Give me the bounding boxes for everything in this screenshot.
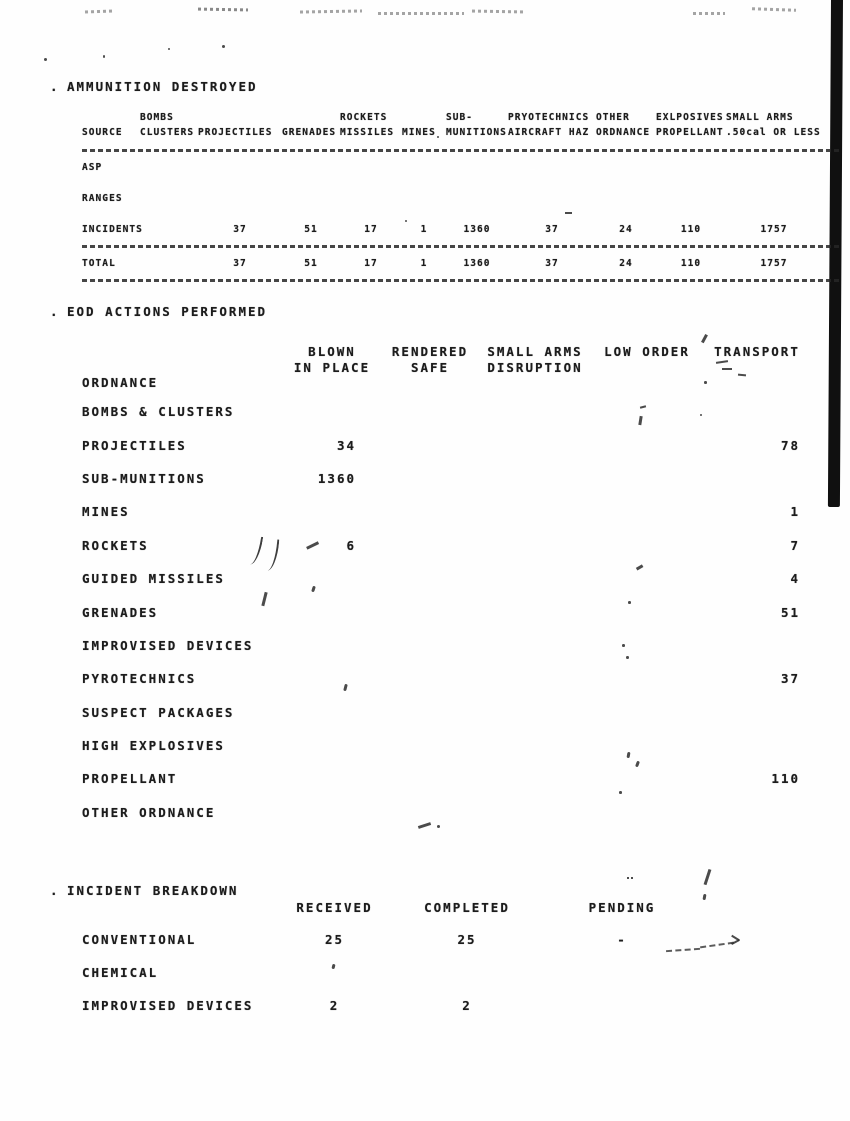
cell-value: 34 (336, 437, 356, 453)
column-header: SMALL ARMS .50cal OR LESS (726, 112, 821, 138)
scan-noise (198, 8, 248, 12)
cell-value: 1360 (317, 470, 356, 486)
dashed-rule (82, 279, 840, 282)
cell-value: 6 (346, 537, 356, 553)
row-label: PROPELLANT (82, 771, 178, 787)
cell-value: - (617, 932, 627, 947)
row-label: CONVENTIONAL (82, 932, 197, 947)
column-header: OTHER ORDNANCE (596, 112, 651, 138)
column-header: SMALL ARMS DISRUPTION (487, 344, 583, 375)
cell-value: 1 (420, 224, 428, 235)
scan-noise (752, 7, 796, 12)
table-row (82, 696, 840, 729)
cell-value: 2 (329, 998, 340, 1013)
cell-value: 51 (304, 224, 318, 235)
cell-value: 51 (304, 258, 318, 269)
row-label: ASP (82, 162, 103, 173)
scan-speck (700, 414, 702, 416)
column-header: RENDERED SAFE (391, 344, 469, 375)
cell-value: 51 (780, 604, 800, 620)
scan-speck (222, 45, 225, 48)
ammunition-table (82, 152, 840, 282)
scan-speck (44, 58, 47, 61)
row-label: GRENADES (82, 604, 159, 620)
table-row (82, 956, 750, 989)
row-label: CHEMICAL (82, 965, 159, 980)
section-ammunition-destroyed (50, 80, 840, 282)
row-label: ROCKETS (82, 537, 149, 553)
table-row (82, 428, 840, 461)
cell-value: 37 (545, 258, 559, 269)
column-header: MINES (402, 127, 436, 138)
row-label: PROJECTILES (82, 437, 187, 453)
cell-value: 37 (780, 671, 800, 687)
incident-table-header (82, 900, 750, 915)
table-row (82, 989, 750, 1022)
section-title: AMMUNITION DESTROYED (67, 79, 258, 94)
cell-value: 78 (780, 437, 800, 453)
row-label: PYROTECHNICS (82, 671, 197, 687)
column-header: EXLPOSIVES PROPELLANT (656, 112, 724, 138)
cell-value: 37 (545, 224, 559, 235)
table-row (82, 248, 840, 279)
cell-value: 1757 (760, 224, 788, 235)
cell-value: 7 (790, 537, 800, 553)
section-bullet: . (50, 883, 58, 898)
cell-value: 1757 (760, 258, 788, 269)
column-header: RECEIVED (296, 900, 373, 915)
table-row (82, 729, 840, 762)
column-header: PROJECTILES (198, 127, 273, 138)
scan-speck (626, 656, 629, 659)
spacer (82, 900, 282, 915)
cell-value: 4 (790, 571, 800, 587)
pen-mark (704, 381, 707, 384)
table-row (82, 495, 840, 528)
column-header: TRANSPORT (714, 344, 800, 359)
table-row (82, 183, 840, 214)
section-heading (50, 884, 750, 897)
table-row (82, 629, 840, 662)
cell-value: 110 (680, 224, 702, 235)
scan-noise (472, 10, 524, 14)
row-label: IMPROVISED DEVICES (82, 998, 254, 1013)
row-label: GUIDED MISSILES (82, 571, 225, 587)
table-row (82, 662, 840, 695)
cell-value: 37 (233, 258, 247, 269)
table-row (82, 762, 840, 795)
table-row (82, 214, 840, 245)
row-label: MINES (82, 504, 130, 520)
row-label: BOMBS & CLUSTERS (82, 404, 235, 420)
spacer (82, 344, 282, 375)
scan-noise (85, 10, 113, 14)
ordnance-column-label: ORDNANCE (82, 375, 159, 390)
cell-value: 25 (457, 932, 477, 947)
row-label: RANGES (82, 193, 123, 204)
table-row (82, 529, 840, 562)
column-header: BOMBS CLUSTERS (140, 112, 195, 138)
dashed-rule (82, 149, 840, 152)
cell-value: 17 (364, 258, 378, 269)
cell-value: 110 (680, 258, 702, 269)
table-row (82, 796, 840, 829)
pen-mark (722, 368, 732, 370)
cell-value: 37 (233, 224, 247, 235)
dashed-rule (82, 245, 840, 248)
incident-table (82, 923, 750, 1022)
section-heading (50, 305, 840, 318)
cell-value: 110 (771, 771, 800, 787)
pen-stroke (704, 869, 711, 885)
scan-noise (378, 12, 464, 15)
eod-table (82, 395, 840, 829)
row-label: TOTAL (82, 258, 116, 269)
scan-noise (300, 9, 362, 13)
row-label: SUB-MUNITIONS (82, 470, 206, 486)
cell-value: 17 (364, 224, 378, 235)
column-header: BLOWN IN PLACE (293, 344, 371, 375)
pen-mark (437, 825, 440, 828)
scan-speck (619, 791, 622, 794)
cell-value: 24 (619, 224, 633, 235)
scan-speck (628, 601, 631, 604)
table-row (82, 462, 840, 495)
cell-value: 1 (420, 258, 428, 269)
column-header: LOW ORDER (604, 344, 690, 359)
column-header: PENDING (588, 900, 656, 915)
ammunition-table-header (82, 110, 840, 140)
row-label: HIGH EXPLOSIVES (82, 738, 225, 754)
section-bullet: . (50, 304, 58, 319)
scan-speck (622, 644, 625, 647)
scan-speck (168, 48, 170, 50)
column-header: COMPLETED (424, 900, 510, 915)
column-header: GRENADES (282, 127, 337, 138)
cell-value: 2 (462, 998, 472, 1013)
cell-value: 1360 (463, 258, 491, 269)
section-title: INCIDENT BREAKDOWN (67, 883, 239, 898)
section-bullet: . (50, 79, 58, 94)
row-label: IMPROVISED DEVICES (82, 637, 254, 653)
cell-value: 24 (619, 258, 633, 269)
table-row (82, 562, 840, 595)
column-header: SUB- MUNITIONS (446, 112, 507, 138)
section-title: EOD ACTIONS PERFORMED (67, 304, 268, 319)
table-row (82, 923, 750, 956)
row-label: SUSPECT PACKAGES (82, 704, 235, 720)
column-header: PRYOTECHNICS AIRCRAFT HAZ (508, 112, 590, 138)
scan-speck (103, 55, 105, 58)
cell-value: 1 (790, 504, 800, 520)
section-eod-actions (50, 305, 840, 829)
table-row (82, 152, 840, 183)
table-row (82, 595, 840, 628)
column-header: ROCKETS MISSILES (340, 112, 395, 138)
scan-speck (627, 877, 633, 879)
section-heading (50, 80, 840, 93)
row-label: OTHER ORDNANCE (82, 804, 216, 820)
column-header: SOURCE (82, 127, 123, 138)
table-row (82, 395, 840, 428)
scan-noise (693, 12, 725, 15)
cell-value: 1360 (463, 224, 491, 235)
row-label: INCIDENTS (82, 224, 143, 235)
section-incident-breakdown (50, 884, 750, 1022)
cell-value: 25 (324, 932, 345, 947)
